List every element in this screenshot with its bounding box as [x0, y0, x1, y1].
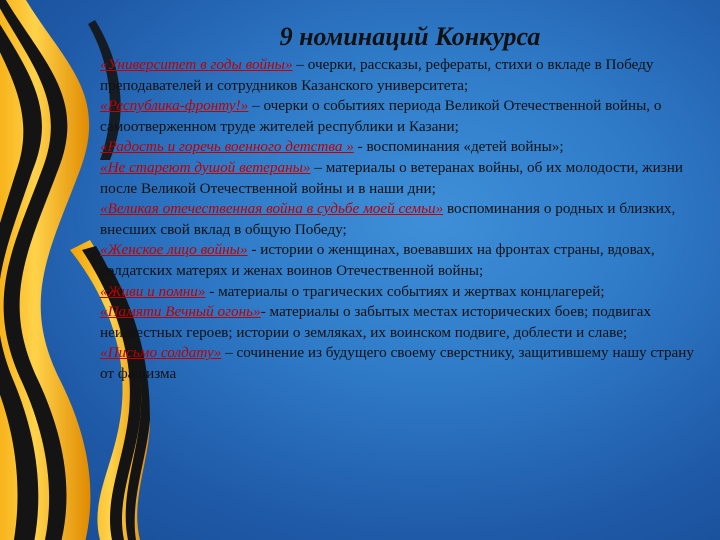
- slide-title: 9 номинаций Конкурса: [279, 22, 541, 51]
- nomination-name: «Женское лицо войны»: [100, 241, 248, 259]
- nomination-description: - воспоминания «детей войны»;: [353, 138, 564, 156]
- nomination-description: – очерки, рассказы, рефераты, стихи о вкладе в Победу преподавателей и сотрудников Казанского университета;: [100, 56, 654, 94]
- nomination-list: [100, 55, 700, 385]
- nomination-description: - материалы о забытых местах исторических боев; подвигах неизвестных героев; истории о земляках, их воинском подвиге, доблести и славе;: [100, 303, 652, 341]
- nomination-description: воспоминания о родных и близких, внесших свой вклад в общую Победу;: [100, 200, 676, 238]
- nomination-name: «Республика-фронту!»: [100, 97, 249, 115]
- nomination-item: [100, 240, 700, 281]
- nomination-name: «Радость и горечь военного детства »: [100, 138, 354, 156]
- nomination-name: «Великая отечественная война в судьбе моей семьи»: [100, 200, 444, 218]
- nomination-description: – очерки о событиях периода Великой Отечественной войны, о самоотверженном труде жителей республики и Казани;: [100, 97, 662, 135]
- nomination-item: [100, 302, 700, 343]
- nomination-item: [100, 343, 700, 384]
- nomination-name: «Письмо солдату»: [100, 344, 222, 362]
- nomination-description: – сочинение из будущего своему сверстнику, защитившему нашу страну от фашизма: [100, 344, 695, 382]
- nomination-name: «Университет в годы войны»: [100, 56, 293, 73]
- nomination-item: [100, 96, 700, 137]
- nomination-description: - материалы о трагических событиях и жертвах концлагерей;: [205, 282, 605, 300]
- nomination-name: «Живи и помни»: [100, 282, 206, 300]
- nomination-item: [100, 158, 700, 199]
- nomination-description: – материалы о ветеранах войны, об их молодости, жизни после Великой Отечественной войны и в наши дни;: [100, 158, 684, 197]
- nomination-name: «Не стареют душой ветераны»: [100, 158, 311, 176]
- nomination-name: «Памяти Вечный огонь»: [100, 303, 261, 321]
- nomination-description: - истории о женщинах, воевавших на фронтах страны, вдовах, солдатских матерях и женах воинов Отечественной войны;: [100, 241, 655, 279]
- nomination-item: [100, 137, 700, 158]
- nomination-item: [100, 199, 700, 240]
- nomination-item: [100, 55, 700, 96]
- nomination-item: [100, 282, 700, 303]
